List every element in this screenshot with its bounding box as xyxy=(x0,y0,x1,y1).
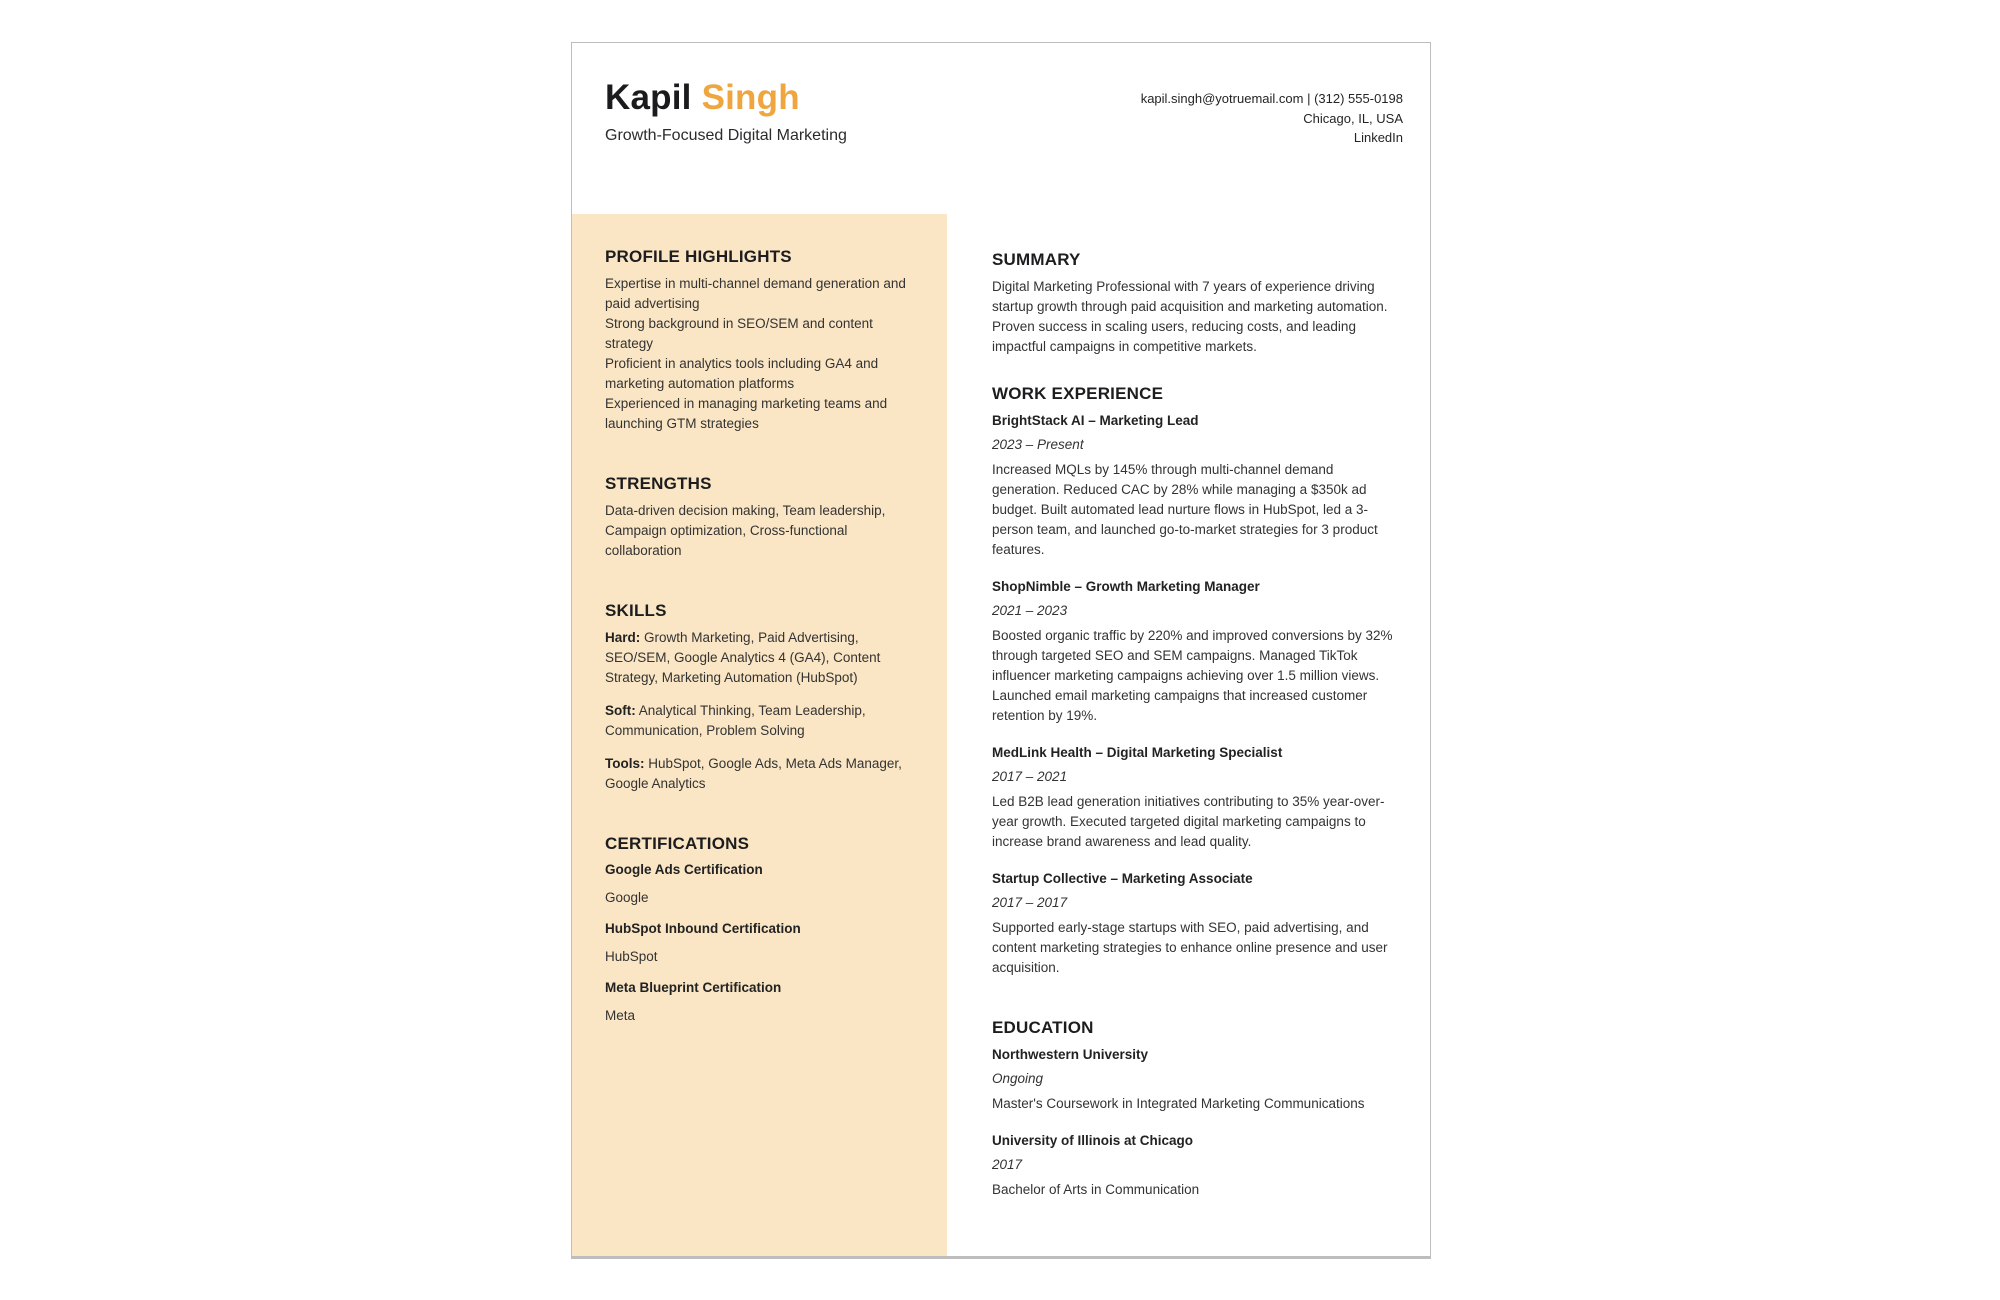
profile-highlights-title: PROFILE HIGHLIGHTS xyxy=(605,247,792,266)
first-name: Kapil xyxy=(605,78,692,117)
school-degree: Master's Coursework in Integrated Marketing Communications xyxy=(992,1096,1365,1111)
section-education xyxy=(992,1018,1402,1200)
contact-email: kapil.singh@yotruemail.com xyxy=(1140,91,1304,106)
work-experience-title: WORK EXPERIENCE xyxy=(992,384,1164,403)
contact-separator: | xyxy=(1307,91,1311,106)
school-dates: 2017 xyxy=(992,1157,1023,1172)
section-strengths xyxy=(605,474,915,561)
job-entry xyxy=(992,743,1402,852)
strengths-text: Data-driven decision making, Team leadership, Campaign optimization, Cross-functional collaboration xyxy=(605,503,886,558)
contact-location: Chicago, IL, USA xyxy=(1303,110,1403,126)
certification-name: HubSpot Inbound Certification xyxy=(605,921,801,936)
last-name: Singh xyxy=(701,78,800,117)
name-block xyxy=(605,79,847,145)
highlight-item: Strong background in SEO/SEM and content strategy xyxy=(605,316,873,351)
certifications-title: CERTIFICATIONS xyxy=(605,834,750,853)
job-dates: 2021 – 2023 xyxy=(992,603,1068,618)
certification-name: Meta Blueprint Certification xyxy=(605,980,782,995)
education-entry xyxy=(992,1045,1402,1114)
job-dates: 2017 – 2021 xyxy=(992,769,1068,784)
job-title: Startup Collective – Marketing Associate xyxy=(992,871,1253,886)
school-degree: Bachelor of Arts in Communication xyxy=(992,1182,1200,1197)
skill-group-text: HubSpot, Google Ads, Meta Ads Manager, Google Analytics xyxy=(605,756,902,791)
contact-linkedin: LinkedIn xyxy=(1353,130,1403,145)
resume-header xyxy=(572,43,1430,214)
contact-line-email-phone xyxy=(1141,89,1403,109)
skill-group-hard xyxy=(605,628,915,688)
summary-text: Digital Marketing Professional with 7 years of experience driving startup growth through paid acquisition and marketing automation. Proven success in scaling users, reducing costs, and leading impactful campaigns in competitive markets. xyxy=(992,279,1388,354)
section-work-experience xyxy=(992,384,1402,978)
job-description: Boosted organic traffic by 220% and improved conversions by 32% through targeted SEO and SEM campaigns. Managed TikTok influencer marketing campaigns achieving over 1.5 million views. Launched email marketing campaigns that increased customer retention by 19%. xyxy=(992,628,1393,723)
sidebar xyxy=(572,214,947,1256)
job-dates: 2017 – 2017 xyxy=(992,895,1068,910)
certification-issuer: Meta xyxy=(605,1008,636,1023)
job-description: Supported early-stage startups with SEO, paid advertising, and content marketing strategies to enhance online presence and user acquisition. xyxy=(992,920,1388,975)
job-title: ShopNimble – Growth Marketing Manager xyxy=(992,579,1260,594)
skill-group-label: Hard: xyxy=(605,630,641,645)
summary-title: SUMMARY xyxy=(992,250,1081,269)
school-name: University of Illinois at Chicago xyxy=(992,1133,1194,1148)
certification-issuer: HubSpot xyxy=(605,949,658,964)
job-description: Led B2B lead generation initiatives contributing to 35% year-over-year growth. Executed targeted digital marketing campaigns to increase brand awareness and lead quality. xyxy=(992,794,1385,849)
certification-issuer: Google xyxy=(605,890,649,905)
contact-phone: (312) 555-0198 xyxy=(1314,91,1403,106)
skill-group-label: Tools: xyxy=(605,756,645,771)
section-skills xyxy=(605,601,915,794)
job-dates: 2023 – Present xyxy=(992,437,1084,452)
skill-group-text: Growth Marketing, Paid Advertising, SEO/SEM, Google Analytics 4 (GA4), Content Strategy, Marketing Automation (HubSpot) xyxy=(605,630,881,685)
professional-subtitle: Growth-Focused Digital Marketing xyxy=(605,126,847,144)
job-title: BrightStack AI – Marketing Lead xyxy=(992,413,1199,428)
highlight-item: Proficient in analytics tools including GA4 and marketing automation platforms xyxy=(605,356,879,391)
skill-group-text: Analytical Thinking, Team Leadership, Communication, Problem Solving xyxy=(605,703,866,738)
highlight-item: Expertise in multi-channel demand generation and paid advertising xyxy=(605,276,906,311)
skill-group-soft xyxy=(605,701,915,741)
person-name xyxy=(605,79,847,118)
resume-page xyxy=(571,42,1431,1257)
section-profile-highlights xyxy=(605,247,915,434)
strengths-title: STRENGTHS xyxy=(605,474,712,493)
contact-block xyxy=(1141,89,1403,148)
job-entry xyxy=(992,411,1402,560)
skills-title: SKILLS xyxy=(605,601,667,620)
job-entry xyxy=(992,869,1402,978)
education-title: EDUCATION xyxy=(992,1018,1094,1037)
job-entry xyxy=(992,577,1402,726)
main-column xyxy=(947,214,1430,1256)
school-dates: Ongoing xyxy=(992,1071,1044,1086)
job-description: Increased MQLs by 145% through multi-channel demand generation. Reduced CAC by 28% while managing a $350k ad budget. Built automated lead nurture flows in HubSpot, led a 3-person team, and launched go-to-market strategies for 3 product features. xyxy=(992,462,1378,557)
section-certifications xyxy=(605,834,915,1025)
school-name: Northwestern University xyxy=(992,1047,1149,1062)
certification-name: Google Ads Certification xyxy=(605,862,763,877)
highlight-item: Experienced in managing marketing teams and launching GTM strategies xyxy=(605,396,888,431)
skill-group-tools xyxy=(605,754,915,794)
section-summary xyxy=(992,250,1402,357)
education-entry xyxy=(992,1131,1402,1200)
job-title: MedLink Health – Digital Marketing Specialist xyxy=(992,745,1283,760)
resume-columns xyxy=(572,214,1430,1256)
skill-group-label: Soft: xyxy=(605,703,636,718)
